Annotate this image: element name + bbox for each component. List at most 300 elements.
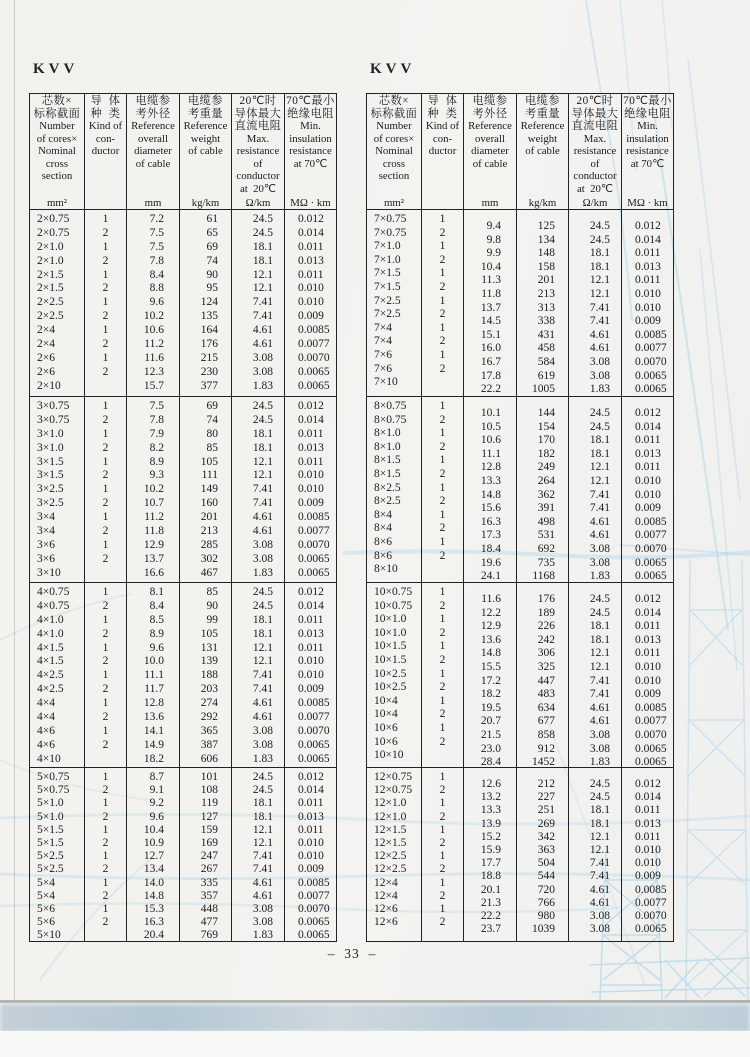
- cell-kind: 1: [439, 721, 446, 734]
- cell-kind: 1: [439, 481, 446, 494]
- cell-diameter: 17.3: [480, 529, 501, 542]
- cell-cores: 2×4: [37, 324, 55, 337]
- cell-insulation: 0.0077: [298, 711, 330, 724]
- cell-kind: 2: [102, 655, 109, 668]
- cell-resistance: 12.1: [252, 282, 273, 295]
- cell-weight: 504: [537, 857, 555, 870]
- header-text-en: conductor: [236, 170, 280, 182]
- cell-insulation: 0.011: [635, 434, 661, 447]
- cell-diameter: 15.3: [143, 902, 164, 915]
- cell-insulation: 0.014: [298, 413, 324, 426]
- cell-cores: 10×1.0: [374, 613, 407, 626]
- cell-weight: 677: [537, 715, 555, 728]
- scan-fold-line: [14, 0, 15, 1000]
- cell-insulation: 0.0065: [635, 556, 667, 569]
- cell-insulation: 0.009: [298, 497, 324, 510]
- cell-diameter: 7.8: [149, 413, 164, 426]
- cell-kind: 1: [439, 240, 446, 253]
- cell-diameter: 10.7: [143, 497, 164, 510]
- cell-diameter: 21.5: [480, 728, 501, 741]
- cell-cores: 12×6: [374, 916, 398, 929]
- cell-weight: 230: [200, 365, 218, 378]
- header-text-en: resistance: [236, 145, 280, 157]
- cell-diameter: 22.2: [480, 383, 501, 396]
- cell-weight: 149: [200, 483, 218, 496]
- cell-insulation: 0.010: [298, 850, 324, 863]
- kind-column: [85, 210, 127, 396]
- cell-weight: 251: [537, 804, 555, 817]
- cell-insulation: 0.010: [298, 296, 324, 309]
- cell-weight: 99: [206, 613, 218, 626]
- cell-cores: 4×2.5: [37, 683, 64, 696]
- header-col-weight: [180, 94, 232, 209]
- cell-kind: 1: [102, 538, 109, 551]
- header-col-diameter: [464, 94, 517, 209]
- cell-weight: 269: [537, 817, 555, 830]
- cell-diameter: 7.8: [149, 254, 164, 267]
- cell-weight: 606: [200, 752, 218, 765]
- cell-insulation: 0.0070: [298, 724, 330, 737]
- cell-resistance: 18.1: [589, 447, 610, 460]
- cell-resistance: 12.1: [252, 641, 273, 654]
- cell-weight: 169: [200, 836, 218, 849]
- cell-weight: 391: [537, 502, 555, 515]
- cell-diameter: 8.5: [149, 613, 164, 626]
- cell-weight: 105: [200, 455, 218, 468]
- cell-kind: 1: [439, 400, 446, 412]
- paper-bottom-edge: [0, 1000, 750, 1003]
- cell-insulation: 0.012: [635, 778, 661, 790]
- header-text-en: ductor: [91, 145, 120, 157]
- cell-weight: 387: [200, 738, 218, 751]
- cell-diameter: 16.3: [480, 515, 501, 528]
- header-unit: Ω/km: [582, 196, 608, 209]
- cell-kind: 1: [439, 850, 446, 863]
- kind-column: [422, 397, 464, 582]
- header-text-zh: 20℃时: [239, 95, 277, 107]
- cell-diameter: 23.0: [480, 742, 501, 755]
- cell-cores: 2×6: [37, 351, 55, 364]
- cell-kind: 2: [102, 441, 109, 454]
- cell-diameter: 14.1: [143, 724, 164, 737]
- cell-weight: 313: [537, 301, 555, 314]
- header-text-zh: 20℃时: [576, 95, 614, 107]
- cell-diameter: 20.4: [143, 929, 164, 942]
- cell-cores: 7×1.0: [374, 240, 401, 253]
- cell-insulation: 0.0065: [298, 752, 330, 765]
- cell-kind: 2: [102, 889, 109, 902]
- header-text-en: Reference: [468, 120, 512, 132]
- cell-insulation: 0.013: [635, 260, 661, 273]
- cell-weight: 720: [537, 883, 555, 896]
- cell-diameter: 12.9: [143, 538, 164, 551]
- header-col-cores: [30, 94, 85, 209]
- cell-kind: 2: [102, 627, 109, 640]
- cell-kind: 1: [439, 267, 446, 280]
- cell-kind: 2: [439, 863, 446, 876]
- cell-insulation: 0.011: [635, 804, 661, 817]
- cell-weight: 634: [537, 701, 555, 714]
- cell-kind: 1: [439, 876, 446, 889]
- cell-resistance: 24.5: [589, 606, 610, 619]
- cell-diameter: 7.5: [149, 400, 164, 412]
- cell-resistance: 3.08: [589, 556, 610, 569]
- cell-diameter: 18.2: [480, 688, 501, 701]
- cell-weight: 858: [537, 728, 555, 741]
- cell-insulation: 0.011: [298, 240, 324, 253]
- cell-diameter: 12.3: [143, 365, 164, 378]
- cell-resistance: 18.1: [252, 627, 273, 640]
- cell-kind: 1: [102, 324, 109, 337]
- cell-resistance: 18.1: [589, 633, 610, 646]
- cell-resistance: 24.5: [589, 593, 610, 605]
- header-text-zh: 直流电阻: [571, 120, 619, 132]
- cell-diameter: 10.9: [143, 836, 164, 849]
- cell-insulation: 0.0070: [298, 538, 330, 551]
- cell-cores: 7×6: [374, 362, 392, 375]
- cell-diameter: 9.1: [149, 784, 164, 797]
- cell-kind: 1: [102, 268, 109, 281]
- cell-insulation: 0.0077: [635, 715, 667, 728]
- cell-cores: 12×2.5: [374, 863, 407, 876]
- header-text-zh: 电缆参: [187, 95, 224, 107]
- cell-kind: 1: [102, 400, 109, 412]
- cell-cores: 4×6: [37, 724, 55, 737]
- cell-resistance: 4.61: [589, 515, 610, 528]
- cell-diameter: 11.2: [144, 511, 164, 524]
- cell-resistance: 12.1: [589, 274, 610, 287]
- cell-diameter: 14.5: [480, 315, 501, 328]
- cell-weight: 127: [200, 810, 218, 823]
- header-text-en: at 20℃: [239, 182, 277, 195]
- table-block: [367, 767, 673, 941]
- cell-resistance: 3.08: [589, 728, 610, 741]
- cell-diameter: 10.6: [480, 434, 501, 447]
- header-text-en: Nominal: [38, 145, 76, 157]
- cell-resistance: 7.41: [589, 315, 610, 328]
- header-text-zh: 标称截面: [33, 107, 81, 120]
- cell-diameter: 11.6: [144, 351, 164, 364]
- cell-cores: 2×6: [37, 365, 55, 378]
- cell-cores: 10×0.75: [374, 586, 413, 598]
- cell-kind: 2: [439, 440, 446, 453]
- cell-insulation: 0.013: [298, 254, 324, 267]
- cell-diameter: 11.2: [144, 338, 164, 351]
- cell-insulation: 0.0077: [635, 342, 667, 355]
- header-text-en: cross: [382, 157, 406, 170]
- cell-kind: 2: [102, 365, 109, 378]
- resistance-column: [232, 768, 285, 942]
- cell-insulation: 0.0065: [298, 552, 330, 565]
- insulation-column: [285, 397, 336, 582]
- table-block: [367, 396, 673, 582]
- table-header: [30, 94, 336, 209]
- weight-column: [180, 397, 232, 582]
- insulation-column: [285, 210, 336, 396]
- cell-insulation: 0.0065: [298, 929, 330, 942]
- cell-cores: 12×2.5: [374, 850, 407, 863]
- cell-kind: 1: [439, 294, 446, 307]
- cell-insulation: 0.010: [635, 301, 661, 314]
- cell-weight: 362: [537, 488, 555, 501]
- header-unit: mm: [481, 196, 499, 209]
- cell-diameter: 12.9: [480, 620, 501, 633]
- cell-resistance: 3.08: [252, 552, 273, 565]
- cell-weight: 912: [537, 742, 555, 755]
- diameter-column: [127, 768, 180, 942]
- cell-diameter: 9.8: [486, 233, 501, 246]
- cell-diameter: 15.7: [143, 379, 164, 392]
- cell-resistance: 18.1: [252, 254, 273, 267]
- cell-insulation: 0.011: [298, 455, 324, 468]
- cell-weight: 111: [201, 469, 218, 482]
- header-text-en: ductor: [428, 145, 457, 157]
- cell-resistance: 12.1: [252, 455, 273, 468]
- table-title-right: KVV: [370, 61, 416, 77]
- cell-cores: 5×4: [37, 889, 55, 902]
- cell-resistance: 24.5: [252, 784, 273, 797]
- cell-diameter: 11.8: [144, 525, 164, 538]
- cell-cores: 12×1.0: [374, 810, 407, 823]
- cores-column: [30, 583, 85, 767]
- scanner-background-band: [0, 1004, 750, 1032]
- cell-resistance: 12.1: [589, 461, 610, 474]
- cell-insulation: 0.010: [298, 669, 324, 682]
- cell-weight: 306: [537, 647, 555, 660]
- cell-insulation: 0.010: [635, 488, 661, 501]
- table-block: [30, 209, 336, 396]
- cell-kind: 2: [439, 467, 446, 480]
- cell-diameter: 9.2: [149, 797, 164, 810]
- cell-diameter: 15.6: [480, 502, 501, 515]
- insulation-column: [622, 397, 673, 582]
- cell-cores: 7×1.0: [374, 253, 401, 266]
- cell-cores: 10×4: [374, 694, 398, 707]
- cell-resistance: 1.83: [252, 566, 273, 579]
- header-text-en: resistance: [626, 145, 669, 157]
- cell-diameter: 13.9: [480, 817, 501, 830]
- cell-diameter: 10.5: [480, 420, 501, 433]
- table-header: [367, 94, 673, 209]
- cell-diameter: 20.7: [480, 715, 501, 728]
- header-text-zh: 标称截面: [370, 107, 418, 120]
- cell-resistance: 24.5: [252, 599, 273, 612]
- cell-insulation: 0.009: [298, 683, 324, 696]
- cell-cores: 4×0.75: [37, 586, 70, 598]
- cell-cores: 12×1.5: [374, 823, 407, 836]
- header-text-en: of: [253, 157, 263, 170]
- cell-cores: 12×0.75: [374, 784, 413, 797]
- cell-weight: 176: [200, 338, 218, 351]
- resistance-column: [569, 768, 622, 941]
- cell-cores: 12×6: [374, 902, 398, 915]
- cell-insulation: 0.0077: [635, 529, 667, 542]
- cell-weight: 85: [206, 586, 218, 598]
- cell-weight: 108: [200, 784, 218, 797]
- table-block: [30, 767, 336, 942]
- cell-diameter: 8.4: [149, 268, 164, 281]
- cell-weight: 85: [206, 441, 218, 454]
- cores-column: [367, 768, 422, 941]
- cell-insulation: 0.010: [635, 674, 661, 687]
- header-text-zh: 导 体: [427, 95, 458, 107]
- cell-insulation: 0.011: [298, 427, 324, 440]
- cell-kind: 2: [102, 338, 109, 351]
- cell-insulation: 0.010: [298, 282, 324, 295]
- cell-diameter: 8.1: [149, 586, 164, 598]
- cell-cores: 7×10: [374, 376, 398, 389]
- cell-resistance: 12.1: [589, 660, 610, 673]
- cell-resistance: 3.08: [589, 742, 610, 755]
- cell-diameter: 16.3: [143, 916, 164, 929]
- table-title-left: KVV: [33, 61, 79, 77]
- resistance-column: [232, 397, 285, 582]
- cell-kind: 2: [102, 810, 109, 823]
- header-text-en: cross: [45, 157, 69, 170]
- cell-cores: 8×0.75: [374, 413, 407, 426]
- cell-insulation: 0.0085: [298, 876, 330, 889]
- cell-kind: 1: [102, 351, 109, 364]
- cell-diameter: 14.8: [480, 488, 501, 501]
- cell-kind: 2: [102, 711, 109, 724]
- cable-spec-table-left: [29, 93, 337, 942]
- cell-diameter: 16.6: [143, 566, 164, 579]
- cell-insulation: 0.0070: [635, 728, 667, 741]
- cell-weight: 619: [537, 369, 555, 382]
- cell-diameter: 13.4: [143, 863, 164, 876]
- cell-kind: 2: [439, 280, 446, 293]
- cell-kind: 1: [102, 823, 109, 836]
- cell-weight: 215: [200, 351, 218, 364]
- cell-resistance: 24.5: [589, 233, 610, 246]
- cell-resistance: 3.08: [252, 738, 273, 751]
- cell-kind: [422, 376, 463, 390]
- cell-resistance: 7.41: [252, 296, 273, 309]
- cell-diameter: 14.8: [143, 889, 164, 902]
- cell-weight: 431: [537, 328, 555, 341]
- cell-insulation: 0.010: [635, 474, 661, 487]
- cell-resistance: 18.1: [589, 247, 610, 260]
- cell-cores: 4×1.0: [37, 627, 64, 640]
- cell-weight: 69: [206, 400, 218, 412]
- cell-weight: 74: [206, 413, 218, 426]
- cell-kind: 2: [439, 889, 446, 902]
- diameter-column: [464, 583, 517, 767]
- cell-insulation: 0.014: [635, 233, 661, 246]
- cell-weight: 203: [200, 683, 218, 696]
- cell-weight: 119: [201, 797, 218, 810]
- cell-diameter: 24.1: [480, 570, 501, 582]
- cell-resistance: 24.5: [252, 213, 273, 225]
- cell-kind: 2: [439, 413, 446, 426]
- cell-diameter: 7.5: [149, 240, 164, 253]
- cell-resistance: 1.83: [252, 379, 273, 392]
- cell-resistance: 18.1: [589, 260, 610, 273]
- cell-diameter: 8.2: [149, 441, 164, 454]
- cell-diameter: 8.4: [149, 599, 164, 612]
- cell-insulation: 0.013: [298, 627, 324, 640]
- header-text-en: at 20℃: [576, 182, 614, 195]
- cell-insulation: 0.0065: [298, 379, 330, 392]
- cell-resistance: 4.61: [252, 876, 273, 889]
- cell-diameter: 16.7: [480, 355, 501, 368]
- cell-diameter: 15.1: [480, 328, 501, 341]
- cell-resistance: 4.61: [589, 701, 610, 714]
- cell-diameter: 11.7: [144, 683, 164, 696]
- cell-resistance: 3.08: [252, 902, 273, 915]
- header-text-en: con-: [95, 132, 116, 145]
- cell-cores: 10×6: [374, 721, 398, 734]
- cell-kind: 1: [102, 511, 109, 524]
- cell-insulation: 0.0065: [635, 570, 667, 582]
- cell-kind: 1: [102, 797, 109, 810]
- cell-diameter: 13.3: [480, 474, 501, 487]
- header-text-zh: 70℃最小: [623, 95, 672, 107]
- header-text-en: Reference: [520, 120, 565, 132]
- cell-resistance: 7.41: [589, 674, 610, 687]
- cell-kind: 1: [102, 427, 109, 440]
- cell-insulation: 0.010: [635, 857, 661, 870]
- cell-resistance: 4.61: [589, 529, 610, 542]
- cell-weight: 65: [206, 226, 218, 239]
- cell-insulation: 0.011: [635, 461, 661, 474]
- cell-diameter: 13.6: [480, 633, 501, 646]
- cell-kind: 2: [439, 653, 446, 666]
- cell-resistance: 1.83: [589, 383, 610, 396]
- cell-diameter: 19.6: [480, 556, 501, 569]
- cell-cores: 4×4: [37, 697, 55, 710]
- cell-weight: 302: [200, 552, 218, 565]
- cell-kind: 1: [439, 508, 446, 521]
- cell-cores: 4×6: [37, 738, 55, 751]
- cell-insulation: 0.0085: [635, 701, 667, 714]
- cell-cores: 5×10: [37, 929, 61, 942]
- cell-kind: 1: [439, 586, 446, 598]
- cell-kind: 2: [439, 626, 446, 639]
- cell-cores: 8×2.5: [374, 495, 401, 508]
- cell-weight: 292: [200, 711, 218, 724]
- cell-insulation: 0.0077: [298, 889, 330, 902]
- header-text-en: Number: [376, 120, 412, 132]
- cell-kind: 2: [102, 552, 109, 565]
- cell-weight: 160: [200, 497, 218, 510]
- cell-resistance: 3.08: [589, 923, 610, 936]
- cell-cores: 3×1.0: [37, 441, 64, 454]
- cell-kind: [85, 929, 126, 942]
- cell-diameter: 9.6: [149, 296, 164, 309]
- cell-kind: 2: [102, 683, 109, 696]
- cell-cores: 10×1.5: [374, 640, 407, 653]
- cell-insulation: 0.0065: [298, 365, 330, 378]
- cell-resistance: 24.5: [589, 220, 610, 232]
- cell-cores: 3×1.0: [37, 427, 64, 440]
- cell-insulation: 0.010: [298, 655, 324, 668]
- cell-kind: 2: [439, 253, 446, 266]
- cell-insulation: 0.0085: [635, 328, 667, 341]
- cell-cores: 8×6: [374, 535, 392, 548]
- cell-resistance: 3.08: [252, 351, 273, 364]
- cell-resistance: 18.1: [252, 797, 273, 810]
- cell-cores: 7×0.75: [374, 213, 407, 225]
- weight-column: [517, 397, 569, 582]
- cell-kind: 2: [102, 282, 109, 295]
- cell-cores: 12×1.0: [374, 797, 407, 810]
- cell-diameter: 18.2: [143, 752, 164, 765]
- cell-insulation: 0.011: [298, 797, 324, 810]
- cell-kind: 2: [102, 863, 109, 876]
- cell-cores: 7×1.5: [374, 267, 401, 280]
- cell-cores: 8×2.5: [374, 481, 401, 494]
